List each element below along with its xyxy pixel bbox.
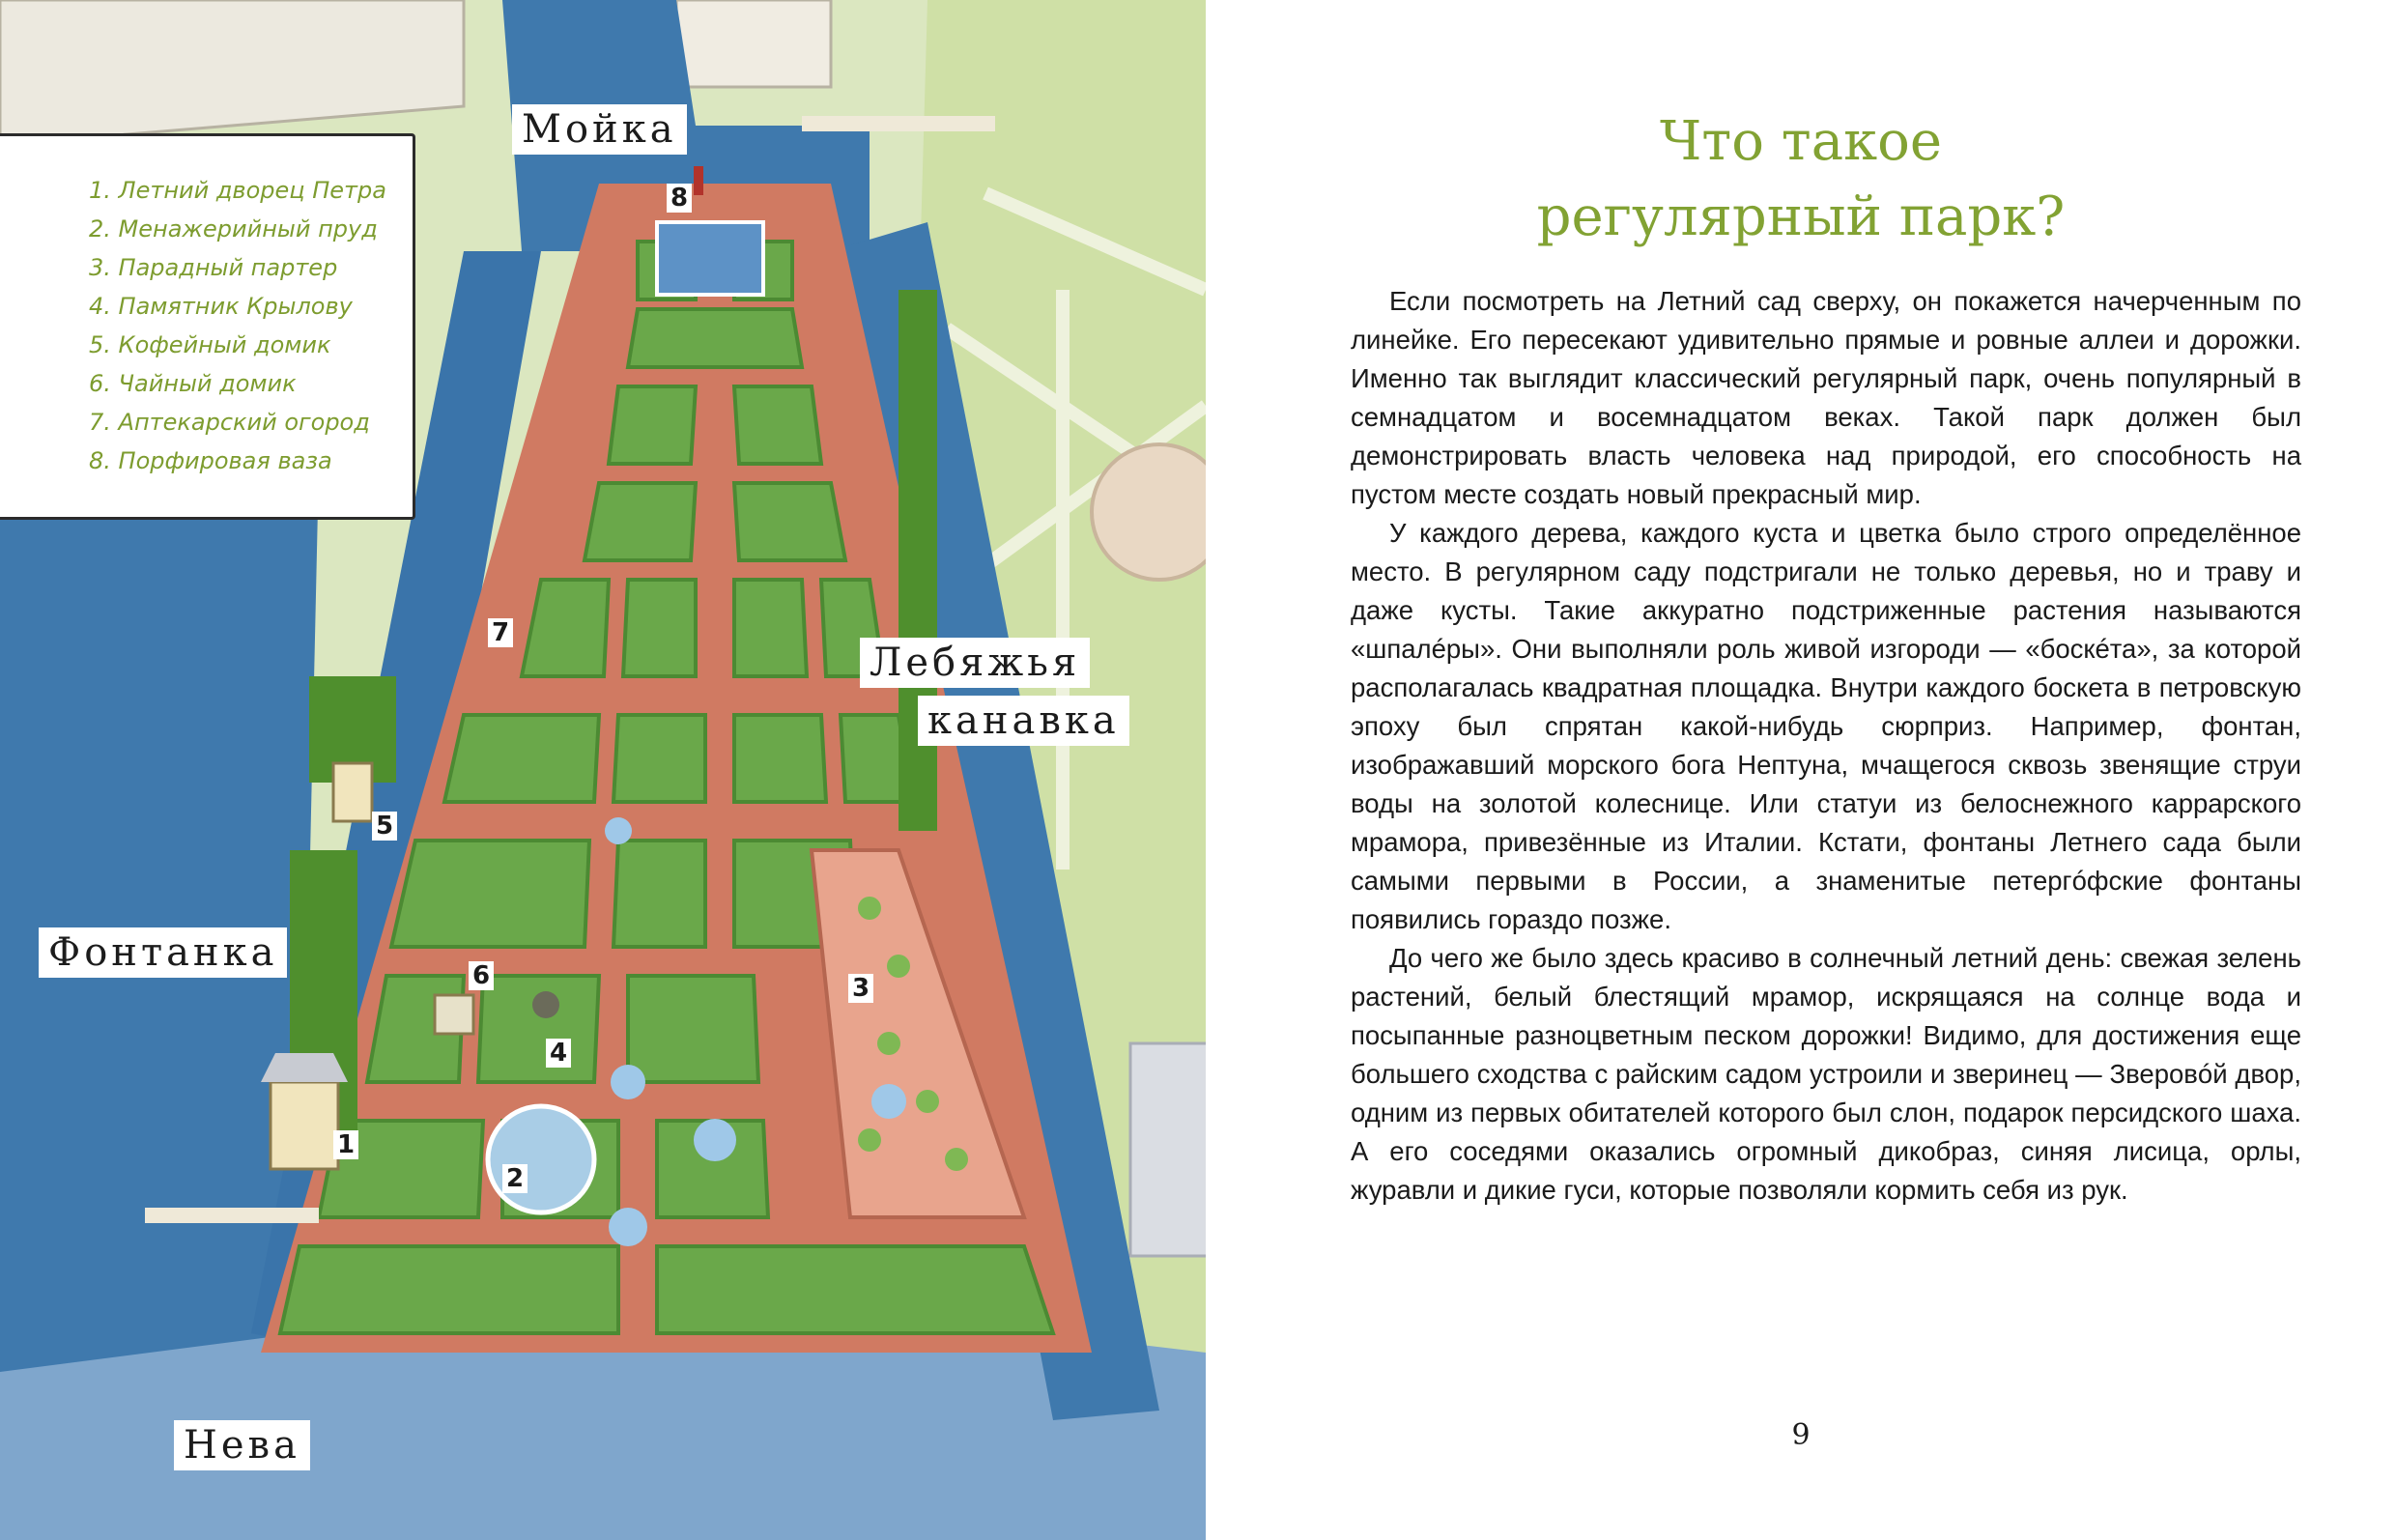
- marker-8: 8: [667, 184, 692, 213]
- title-line-2: регулярный парк?: [1536, 185, 2066, 248]
- fountain: [611, 1065, 645, 1099]
- legend-item: 3. Парадный партер: [89, 254, 338, 281]
- coffee-house-icon: [333, 763, 372, 821]
- marker-5: 5: [372, 812, 397, 841]
- label-moika: Мойка: [512, 104, 687, 155]
- legend-item: 5. Кофейный домик: [89, 331, 331, 358]
- page-title: [1206, 104, 2396, 255]
- bridge: [145, 1208, 319, 1223]
- page-number: 9: [1791, 1418, 1811, 1452]
- paragraph: Если посмотреть на Летний сад сверху, он покажется начерченным по линейке. Его пересекают удивительно прямые и ровные аллеи и дорожки. Именно так выглядит классический регулярный парк, очень популярный в семнадцатом и восемнадцатом веках. Такой парк должен был демонстрировать власть человека над природой, его способность на пустом месте создать новый прекрасный мир.: [1351, 286, 2301, 509]
- summer-palace-roof: [261, 1053, 348, 1082]
- palace-building: [676, 0, 831, 87]
- paragraph: До чего же было здесь красиво в солнечный летний день: свежая зелень растений, белый блестящий мрамор, искрящаяся на солнце вода и посыпанные разноцветным песком дорожки! Видимо, для достижения еще большего сходства с райским садом устроили и зверинец — Зверовóй двор, одним из первых обитателей которого был слон, подарок персидского шаха. А его соседями оказались огромный дикобраз, синяя лисица, орлы, журавли и дикие гуси, которые позволяли кормить себя из рук.: [1351, 943, 2301, 1205]
- marker-2: 2: [502, 1164, 528, 1193]
- porphyry-vase-icon: [694, 166, 703, 195]
- marker-6: 6: [469, 961, 494, 990]
- legend-item: 7. Аптекарский огород: [89, 409, 370, 436]
- field-roundabout: [1092, 444, 1206, 580]
- label-fontanka: Фонтанка: [39, 927, 287, 978]
- marker-3: 3: [848, 974, 873, 1003]
- legend-item: 8. Порфировая ваза: [89, 447, 332, 474]
- label-neva: Нева: [174, 1420, 310, 1470]
- tea-house-icon: [435, 995, 473, 1034]
- fountain: [609, 1208, 647, 1246]
- menagerie-pond: [488, 1106, 594, 1212]
- summer-palace-icon: [271, 1082, 338, 1169]
- fountain: [871, 1084, 906, 1119]
- fountain: [605, 817, 632, 844]
- city-block: [1130, 1043, 1206, 1256]
- article-body: [1351, 282, 2301, 1210]
- legend-item: 4. Памятник Крылову: [89, 293, 353, 320]
- label-swan-canal-line2: канавка: [918, 696, 1129, 746]
- top-pond: [657, 222, 763, 295]
- marker-4: 4: [546, 1039, 571, 1068]
- label-swan-canal-line1: Лебяжья: [860, 638, 1090, 688]
- marker-7: 7: [488, 618, 513, 647]
- paragraph: У каждого дерева, каждого куста и цветка было строго определённое место. В регулярном саду подстригали не только деревья, но и траву и даже кусты. Такие аккуратно подстриженные растения называются «шпалéры». Они выполняли роль живой изгороди — «боскéта», за которой располагалась квадратная площадка. Внутри каждого боскета в петровскую эпоху был спрятан какой-нибудь сюрприз. Например, фонтан, изображавший морского бога Нептуна, мчащегося сквозь звенящие струи воды на золотой колеснице. Или статуи из белоснежного каррарского мрамора, привезённые из Италии. Кстати, фонтаны Летнего сада были самыми первыми в России, а знаменитые петергóфские фонтаны появились гораздо позже.: [1351, 518, 2301, 934]
- legend-item: 2. Менажерийный пруд: [89, 215, 378, 242]
- text-page: [1206, 0, 2396, 1540]
- legend-item: 6. Чайный домик: [89, 370, 297, 397]
- legend-item: 1. Летний дворец Петра: [89, 177, 386, 204]
- krylov-monument-icon: [532, 991, 559, 1018]
- fountain: [694, 1119, 736, 1161]
- bridge: [802, 116, 995, 131]
- map-legend: [0, 133, 415, 520]
- marker-1: 1: [333, 1130, 358, 1159]
- title-line-1: Что такое: [1659, 110, 1942, 173]
